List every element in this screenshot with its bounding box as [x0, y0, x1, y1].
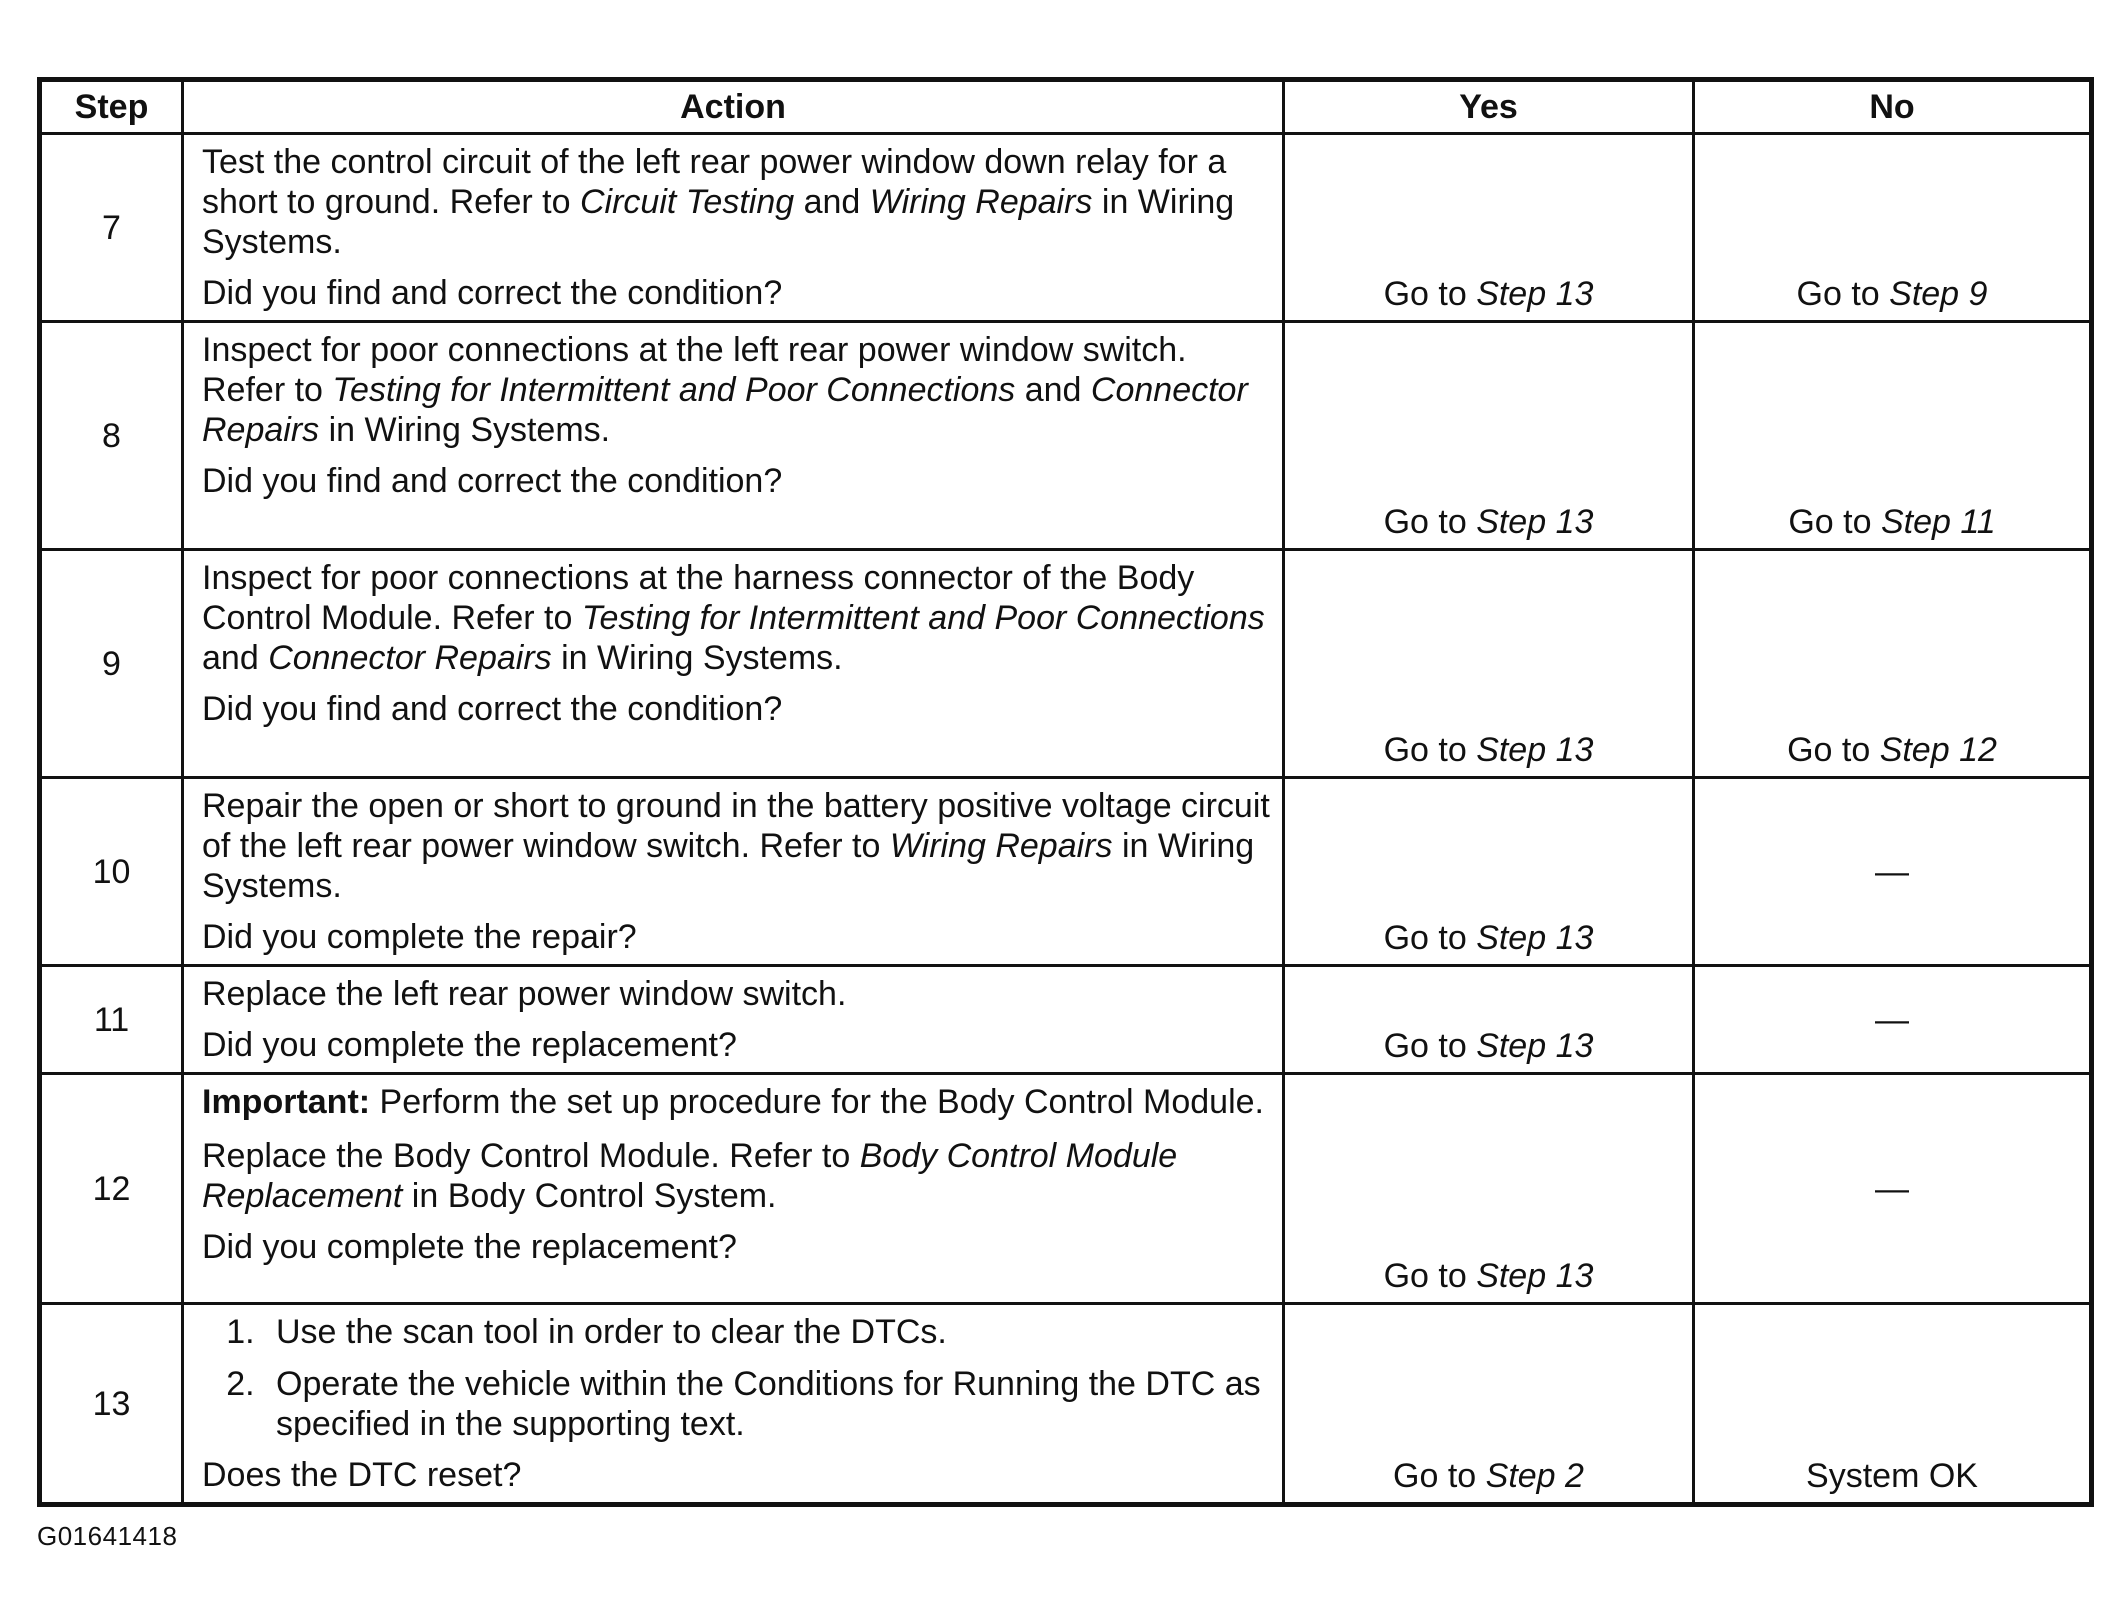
yes-result	[1284, 778, 1694, 966]
goto-prefix: Go to	[1788, 503, 1881, 541]
step-reference: Step 13	[1476, 731, 1594, 769]
yes-result	[1284, 322, 1694, 550]
action-text	[202, 558, 1272, 678]
action-text	[202, 142, 1272, 262]
substep-list	[202, 1312, 1272, 1444]
no-result-dash: —	[1694, 1074, 2092, 1304]
text-run: Replace the Body Control Module. Refer to	[202, 1137, 860, 1175]
reference-text: Circuit Testing	[579, 183, 795, 221]
diagnostic-table	[37, 77, 2094, 1507]
step-reference: Step 13	[1476, 503, 1594, 541]
action-cell	[183, 1074, 1284, 1304]
goto-prefix: Go to	[1383, 731, 1477, 769]
table-row	[40, 550, 2092, 778]
table-row	[40, 778, 2092, 966]
substep-item: 2. Operate the vehicle within the Conditions for Running the DTC as specified in the supporting text.	[264, 1364, 1272, 1444]
step-number: 10	[40, 778, 183, 966]
text-run: in Wiring Systems.	[319, 411, 611, 449]
no-result	[1694, 322, 2092, 550]
no-result-dash: —	[1694, 778, 2092, 966]
action-question: Did you find and correct the condition?	[202, 462, 783, 500]
table-row	[40, 1304, 2092, 1505]
action-question: Did you complete the replacement?	[202, 1026, 737, 1064]
action-question: Did you find and correct the condition?	[202, 690, 783, 728]
step-reference: Step 13	[1476, 1257, 1594, 1295]
text-run: Test the control circuit of the left rear power window down relay for a short to ground. Refer to	[202, 143, 1227, 221]
action-text	[202, 786, 1272, 906]
yes-result	[1284, 134, 1694, 322]
step-number: 11	[40, 966, 183, 1074]
header-yes: Yes	[1284, 80, 1694, 134]
text-run: Perform the set up procedure for the Body Control Module.	[370, 1083, 1265, 1121]
step-number: 12	[40, 1074, 183, 1304]
step-number: 8	[40, 322, 183, 550]
no-result-dash: —	[1694, 966, 2092, 1074]
table-row	[40, 1074, 2092, 1304]
step-number: 9	[40, 550, 183, 778]
important-label: Important:	[202, 1083, 371, 1121]
goto-prefix: Go to	[1787, 731, 1880, 769]
action-question: Did you complete the replacement?	[202, 1228, 737, 1266]
reference-text: Body Control Module Replacement	[202, 1137, 1178, 1215]
reference-text: Testing for Intermittent and Poor Connections	[581, 599, 1265, 637]
substep-item: 1. Use the scan tool in order to clear the DTCs.	[264, 1312, 1272, 1352]
action-text	[202, 974, 1272, 1014]
text-run: Inspect for poor connections at the left rear power window switch. Refer to	[202, 331, 1187, 409]
action-cell	[183, 778, 1284, 966]
text-run: in Wiring Systems.	[551, 639, 843, 677]
text-run: in Wiring Systems.	[202, 827, 1255, 905]
step-reference: Step 9	[1889, 275, 1988, 313]
goto-prefix: Go to	[1383, 275, 1477, 313]
text-run: and	[1015, 371, 1091, 409]
action-cell	[183, 966, 1284, 1074]
table-row	[40, 134, 2092, 322]
header-no: No	[1694, 80, 2092, 134]
step-number: 7	[40, 134, 183, 322]
step-reference: Step 2	[1485, 1457, 1584, 1495]
reference-text: Wiring Repairs	[869, 183, 1093, 221]
text-run: and	[794, 183, 870, 221]
action-question: Did you find and correct the condition?	[202, 274, 783, 312]
action-cell	[183, 1304, 1284, 1505]
action-text	[202, 1136, 1272, 1216]
goto-prefix: Go to	[1383, 919, 1477, 957]
step-reference: Step 13	[1476, 919, 1594, 957]
reference-text: Connector Repairs	[202, 371, 1248, 449]
no-result: System OK	[1694, 1304, 2092, 1505]
step-reference: Step 13	[1476, 275, 1594, 313]
step-reference: Step 12	[1879, 731, 1997, 769]
reference-text: Wiring Repairs	[889, 827, 1113, 865]
table-row	[40, 322, 2092, 550]
text-run: Inspect for poor connections at the harness connector of the Body Control Module. Refer to	[202, 559, 1195, 637]
step-reference: Step 13	[1476, 1027, 1594, 1065]
goto-prefix: Go to	[1393, 1457, 1486, 1495]
action-question: Does the DTC reset?	[202, 1456, 522, 1494]
figure-id: G01641418	[37, 1521, 178, 1551]
step-reference: Step 11	[1880, 503, 1996, 541]
text-run: and	[202, 639, 269, 677]
yes-result	[1284, 1074, 1694, 1304]
text-run: Replace the left rear power window switch.	[202, 975, 847, 1013]
yes-result	[1284, 966, 1694, 1074]
reference-text: Testing for Intermittent and Poor Connections	[332, 371, 1016, 409]
text-run: Repair the open or short to ground in the battery positive voltage circuit of the left rear power window switch. Refer to	[202, 787, 1270, 865]
action-cell	[183, 550, 1284, 778]
yes-result	[1284, 1304, 1694, 1505]
action-cell	[183, 322, 1284, 550]
text-run: in Body Control System.	[402, 1177, 777, 1215]
no-result	[1694, 550, 2092, 778]
table-row	[40, 966, 2092, 1074]
header-action: Action	[183, 80, 1284, 134]
header-step: Step	[40, 80, 183, 134]
yes-result	[1284, 550, 1694, 778]
goto-prefix: Go to	[1383, 1257, 1477, 1295]
reference-text: Connector Repairs	[268, 639, 552, 677]
important-note	[202, 1082, 1272, 1122]
text-run: in Wiring Systems.	[202, 183, 1235, 261]
header-row	[40, 80, 2092, 134]
action-cell	[183, 134, 1284, 322]
step-number: 13	[40, 1304, 183, 1505]
action-question: Did you complete the repair?	[202, 918, 637, 956]
action-text	[202, 330, 1272, 450]
goto-prefix: Go to	[1796, 275, 1890, 313]
goto-prefix: Go to	[1383, 503, 1477, 541]
no-result	[1694, 134, 2092, 322]
goto-prefix: Go to	[1383, 1027, 1477, 1065]
